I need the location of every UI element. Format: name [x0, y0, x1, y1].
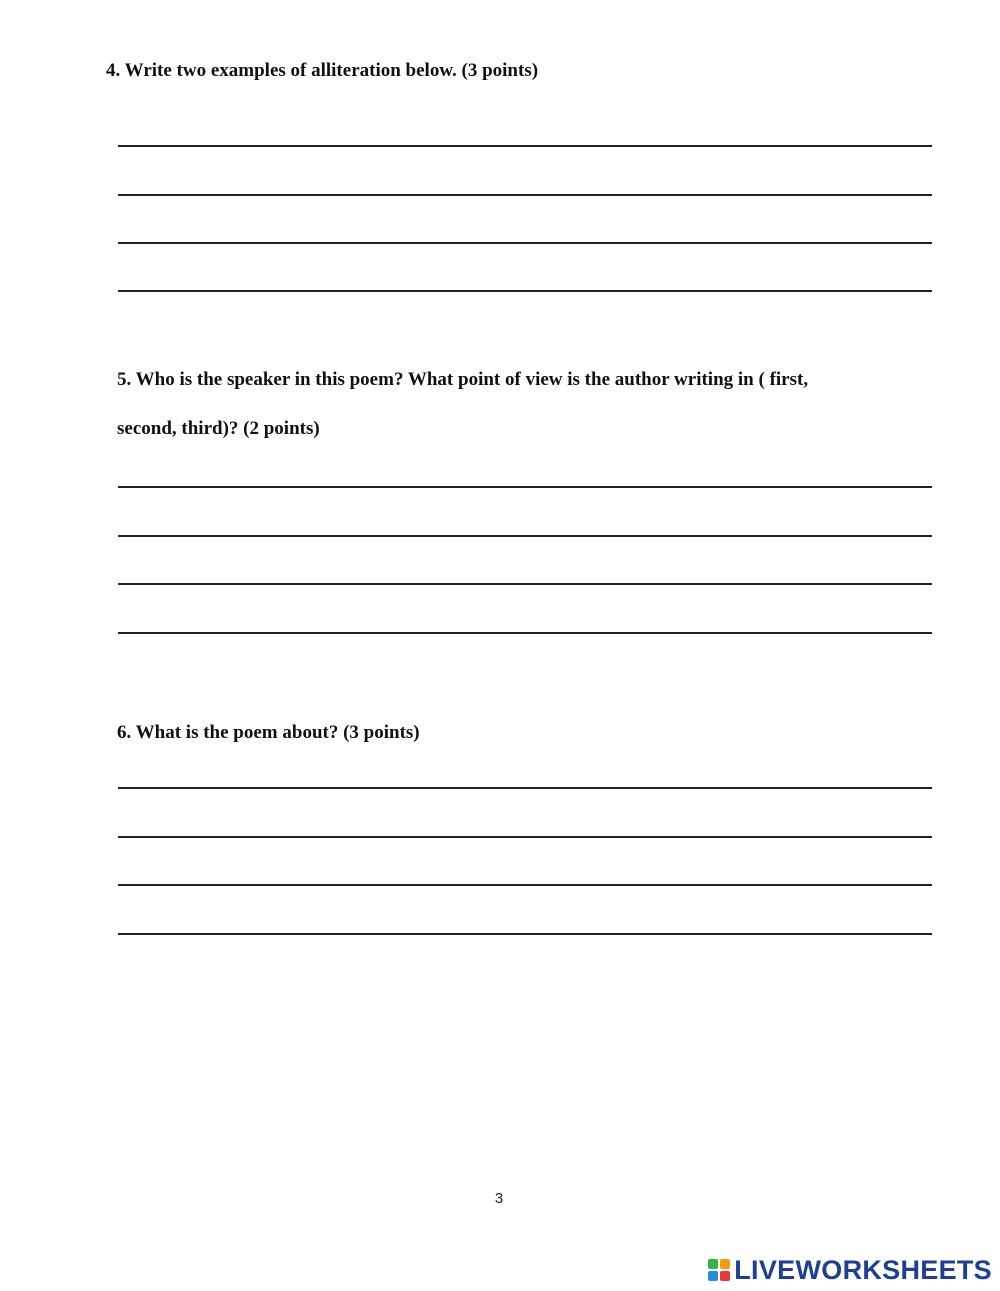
question-6: 6. What is the poem about? (3 points): [117, 722, 420, 743]
question-5-line-2: second, third)? (2 points): [117, 418, 320, 439]
logo-square-red: [720, 1271, 730, 1281]
answer-line[interactable]: [118, 836, 932, 838]
answer-line[interactable]: [118, 486, 932, 488]
logo-square-green: [708, 1259, 718, 1269]
answer-line[interactable]: [118, 787, 932, 789]
question-4: 4. Write two examples of alliteration below. (3 points): [106, 60, 539, 81]
answer-line[interactable]: [118, 145, 932, 147]
answer-line[interactable]: [118, 632, 932, 634]
liveworksheets-logo-icon: [708, 1259, 730, 1281]
page-number: 3: [494, 1190, 504, 1207]
brand-name: LIVEWORKSHEETS: [734, 1254, 992, 1285]
answer-line[interactable]: [118, 933, 932, 935]
answer-line[interactable]: [118, 242, 932, 244]
answer-line[interactable]: [118, 290, 932, 292]
answer-line[interactable]: [118, 194, 932, 196]
question-5-line-1: 5. Who is the speaker in this poem? What point of view is the author writing in ( first,: [117, 369, 809, 390]
answer-line[interactable]: [118, 884, 932, 886]
answer-line[interactable]: [118, 535, 932, 537]
answer-line[interactable]: [118, 583, 932, 585]
logo-square-blue: [708, 1271, 718, 1281]
logo-square-orange: [720, 1259, 730, 1269]
liveworksheets-brand[interactable]: [708, 1253, 992, 1287]
